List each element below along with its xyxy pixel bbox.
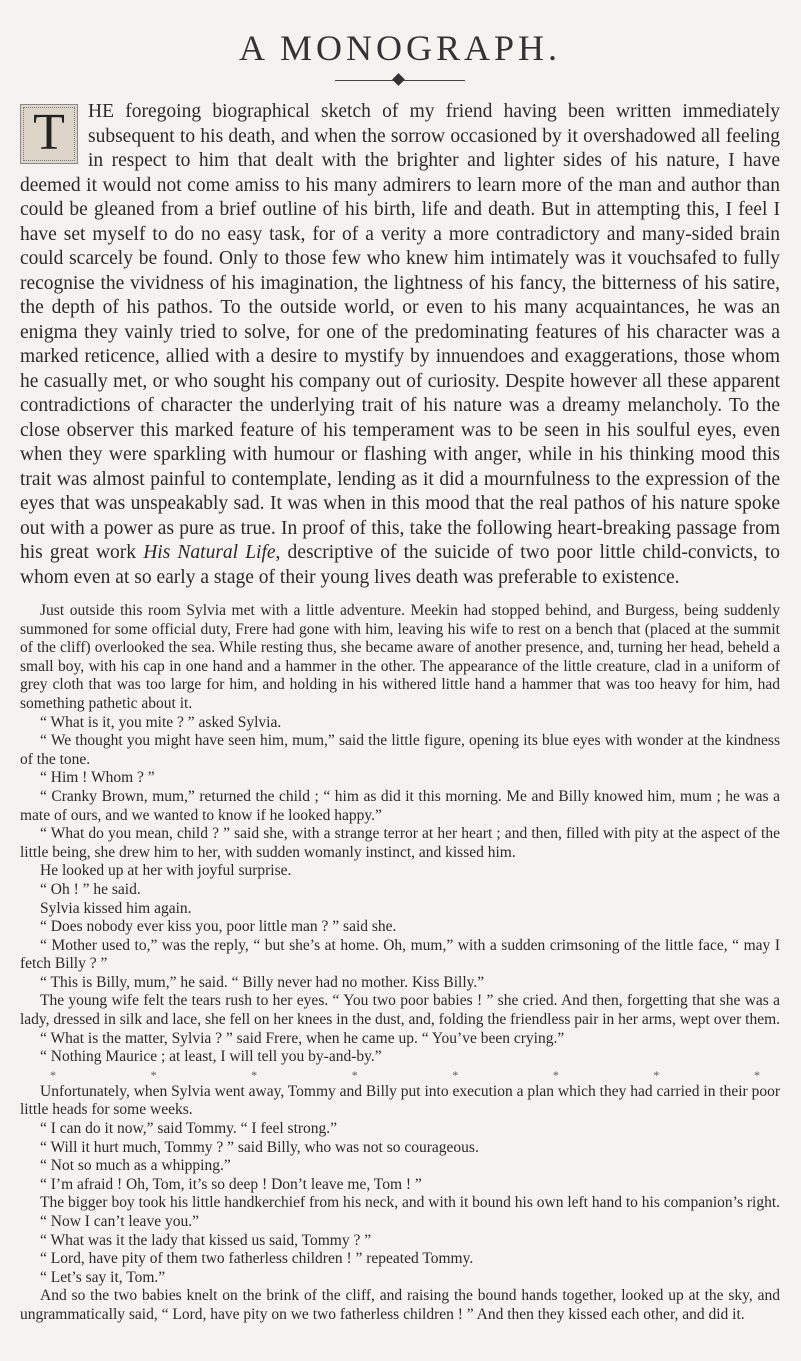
excerpt-paragraph: Just outside this room Sylvia met with a little adventure. Meekin had stopped behind, and Burgess, being suddenly summoned for some official duty, Frere had gone with him, leaving his wife to rest on a bench that (placed at the summit of the cliff) overlooked the sea. While resting thus, she became aware of another presence, and, turning her head, beheld a small boy, with his cap in one hand and a hammer in the other. The appearance of the little creature, clad in a uniform of grey cloth that was too large for him, and holding in his withered little hand a hammer that was too heavy for him, had something pathetic about it. bbox=[20, 602, 780, 712]
excerpt-paragraph: Sylvia kissed him again. bbox=[40, 899, 192, 917]
asterisk-icon: * bbox=[351, 1067, 358, 1082]
drop-cap-letter: T bbox=[33, 104, 65, 161]
excerpt-paragraph: “ Not so much as a whipping.” bbox=[40, 1157, 231, 1175]
asterisk-icon: * bbox=[251, 1067, 258, 1082]
excerpt-paragraph: “ This is Billy, mum,” he said. “ Billy never had no mother. Kiss Billy.” bbox=[40, 973, 485, 991]
asterisk-icon: * bbox=[552, 1067, 559, 1082]
quoted-excerpt bbox=[20, 602, 780, 1325]
excerpt-paragraph: “ Him ! Whom ? ” bbox=[40, 769, 155, 787]
diamond-ornament-icon bbox=[392, 73, 405, 86]
excerpt-paragraph: The bigger boy took his little handkerchief from his neck, and with it bound his own left hand to his companion’s right. bbox=[40, 1194, 780, 1212]
lead-text: HE foregoing biographical sketch of my friend having been written immediately subsequent to his death, and when the sorrow occasioned by it overshadowed all feeling in respect to him that dealt with the brighter and lighter sides of his nature, I have deemed it would not come amiss to his many admirers to learn more of the man and author than could be gleaned from a brief outline of his birth, life and death. But in attempting this, I feel I have set myself to do no easy task, for of a verity a more contradictory and many-sided brain could scarcely be found. Only to those few who knew him intimately was it vouchsafed to fully recognise the vividness of his imagination, the lightness of his fancy, the bitterness of his satire, the depth of his pathos. To the outside world, or even to his many acquaintances, he was an enigma they vainly tried to solve, for one of the predominating features of his character was a marked reticence, allied with a desire to mystify by innuendoes and exaggerations, those whom he casually met, or who sought his company out of curiosity. Despite however all these apparent contradictions of character the underlying trait of his nature was a dreamy melancholy. To the close observer this marked feature of his temperament was to be seen in his soulful eyes, even when they were sparkling with humour or flashing with anger, while in his thinking mood this trait was almost painful to contemplate, lending as it did a mournfulness to the expression of the eyes that was unspeakably sad. It was when in this mood that the real pathos of his nature spoke out with a power as pure as true. In proof of this, take the following heart-breaking passage from his great work bbox=[20, 101, 780, 563]
excerpt-part-2 bbox=[20, 1083, 780, 1325]
page-title: A MONOGRAPH. bbox=[238, 28, 562, 68]
excerpt-paragraph: “ I’m afraid ! Oh, Tom, it’s so deep ! Don’t leave me, Tom ! ” bbox=[40, 1175, 422, 1193]
excerpt-paragraph: “ I can do it now,” said Tommy. “ I feel strong.” bbox=[40, 1120, 338, 1138]
book-title: His Natural Life bbox=[143, 542, 276, 563]
page bbox=[20, 0, 780, 1325]
excerpt-paragraph: The young wife felt the tears rush to her eyes. “ You two poor babies ! ” she cried. And then, forgetting that she was a lady, dressed in silk and lace, she fell on her knees in the dust, and, folding the friendless pair in her arms, wept over them. bbox=[20, 992, 781, 1029]
asterisk-icon: * bbox=[753, 1067, 760, 1082]
asterisk-icon: * bbox=[50, 1067, 56, 1082]
excerpt-paragraph: He looked up at her with joyful surprise. bbox=[40, 862, 292, 880]
excerpt-part-1 bbox=[20, 602, 780, 1067]
excerpt-paragraph: “ We thought you might have seen him, mum,” said the little figure, opening its blue eyes with wonder at the kindness of the tone. bbox=[20, 732, 780, 768]
excerpt-paragraph: “ Let’s say it, Tom.” bbox=[40, 1268, 166, 1286]
lead-text-end: , descriptive of the suicide of two poor little child-convicts, to whom even at so early a stage of their young lives death was preferable to existence. bbox=[20, 542, 781, 588]
asterisk-icon: * bbox=[452, 1067, 459, 1082]
excerpt-paragraph: “ What is the matter, Sylvia ? ” said Frere, when he came up. “ You’ve been crying.” bbox=[40, 1029, 565, 1047]
excerpt-paragraph: “ Lord, have pity of them two fatherless children ! ” repeated Tommy. bbox=[40, 1250, 474, 1268]
drop-cap bbox=[20, 104, 78, 164]
excerpt-paragraph: “ What is it, you mite ? ” asked Sylvia. bbox=[40, 713, 282, 731]
section-break bbox=[20, 1067, 780, 1083]
excerpt-paragraph: “ Oh ! ” he said. bbox=[40, 880, 141, 898]
asterisk-icon: * bbox=[150, 1067, 157, 1082]
excerpt-paragraph: “ Does nobody ever kiss you, poor little man ? ” said she. bbox=[40, 918, 397, 936]
excerpt-paragraph: “ Now I can’t leave you.” bbox=[40, 1213, 199, 1230]
excerpt-paragraph: “ Mother used to,” was the reply, “ but she’s at home. Oh, mum,” with a sudden crimsoning of the little face, “ may I fetch Billy ? ” bbox=[20, 936, 780, 973]
excerpt-paragraph: And so the two babies knelt on the brink of the cliff, and raising the bound hands together, looked up at the sky, and ungrammatically said, “ Lord, have pity on we two fatherless children ! ” And then they kissed each other, and did it. bbox=[20, 1287, 780, 1323]
excerpt-paragraph: “ What do you mean, child ? ” said she, with a strange terror at her heart ; and then, filled with pity at the aspect of the little being, she drew him to her, with sudden womanly instinct, and kissed him. bbox=[20, 825, 780, 861]
excerpt-paragraph: “ Nothing Maurice ; at least, I will tell you by-and-by.” bbox=[40, 1048, 382, 1066]
asterisk-icon: * bbox=[653, 1067, 660, 1082]
excerpt-paragraph: Unfortunately, when Sylvia went away, Tommy and Billy put into execution a plan which they had carried in their poor little heads for some weeks. bbox=[20, 1082, 781, 1119]
excerpt-paragraph: “ What was it the lady that kissed us said, Tommy ? ” bbox=[40, 1231, 372, 1249]
excerpt-paragraph: “ Will it hurt much, Tommy ? ” said Billy, who was not so courageous. bbox=[40, 1138, 479, 1156]
lead-paragraph bbox=[20, 100, 780, 590]
ornamental-divider bbox=[335, 68, 465, 94]
excerpt-paragraph: “ Cranky Brown, mum,” returned the child ; “ him as did it this morning. Me and Billy knowed him, mum ; he was a mate of ours, and we wanted to know if he looked happy.” bbox=[20, 787, 780, 824]
